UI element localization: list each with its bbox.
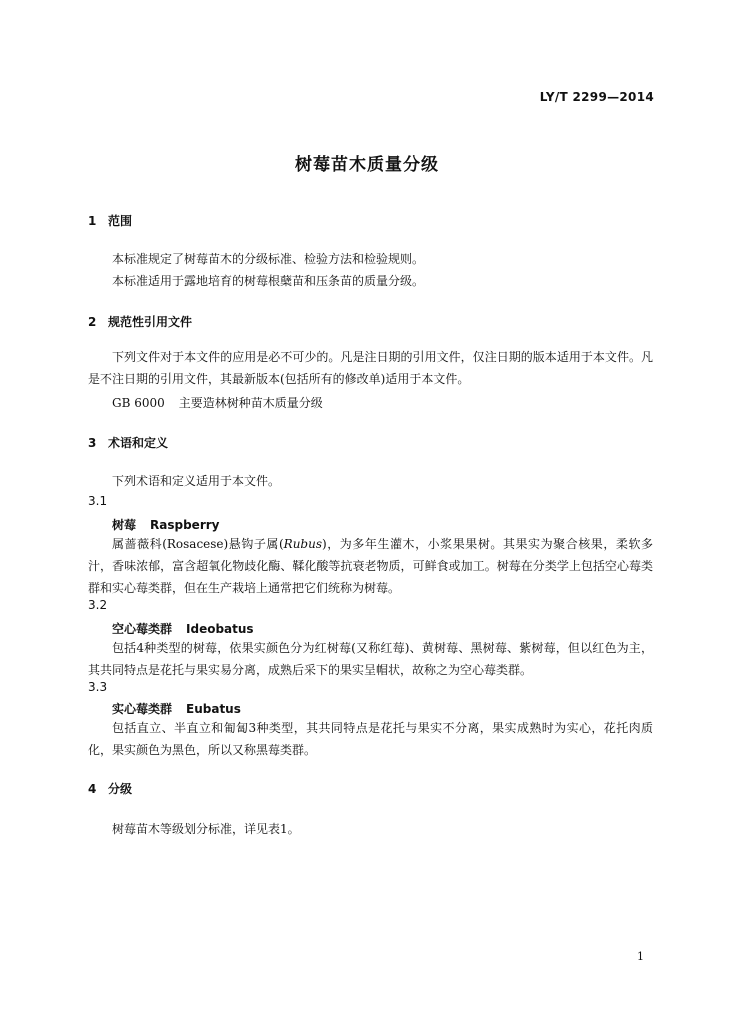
document-title: 树莓苗木质量分级 bbox=[295, 155, 439, 175]
section-number: 1 bbox=[88, 214, 97, 228]
term-heading bbox=[112, 516, 219, 533]
paragraph: 下列术语和定义适用于本文件。 bbox=[112, 474, 281, 488]
section-number: 3 bbox=[88, 436, 97, 450]
term-heading bbox=[112, 700, 241, 717]
term-heading bbox=[112, 620, 254, 637]
section-title: 术语和定义 bbox=[108, 436, 169, 450]
term-cn: 实心莓类群 bbox=[112, 702, 173, 716]
section-title: 规范性引用文件 bbox=[108, 315, 193, 329]
term-en: Raspberry bbox=[150, 518, 220, 532]
paragraph: 本标准适用于露地培育的树莓根蘖苗和压条苗的质量分级。 bbox=[112, 274, 425, 288]
section-title: 范围 bbox=[108, 214, 133, 228]
term-number: 3.1 bbox=[88, 494, 108, 508]
term-definition bbox=[88, 533, 653, 599]
section-title: 分级 bbox=[108, 782, 133, 796]
section-4-heading bbox=[88, 780, 132, 797]
definition-text: )，为多年生灌木，小浆果果树。其果实为聚合核果，柔软多汁，香味浓郁，富含超氧化物歧化酶、鞣化酸等抗衰老物质，可鲜食或加工。树莓在分类学上包括空心莓类群和实心莓类群，但在生产栽培上通常把它们统称为树莓。 bbox=[88, 537, 653, 595]
page-number: 1 bbox=[637, 950, 644, 963]
paragraph: 本标准规定了树莓苗木的分级标准、检验方法和检验规则。 bbox=[112, 252, 425, 266]
reference-entry bbox=[112, 394, 323, 411]
section-2-heading bbox=[88, 313, 192, 330]
paragraph: 下列文件对于本文件的应用是必不可少的。凡是注日期的引用文件，仅注日期的版本适用于本文件。凡是不注日期的引用文件，其最新版本(包括所有的修改单)适用于本文件。 bbox=[88, 350, 653, 386]
section-3-heading bbox=[88, 434, 168, 451]
section-number: 4 bbox=[88, 782, 97, 796]
genus-name: Rubus bbox=[283, 537, 322, 551]
term-definition: 包括直立、半直立和匍匐3种类型，其共同特点是花托与果实不分离，果实成熟时为实心，花托肉质化，果实颜色为黑色，所以又称黑莓类群。 bbox=[88, 721, 653, 757]
term-definition: 包括4种类型的树莓，依果实颜色分为红树莓(又称红莓)、黄树莓、黑树莓、紫树莓，但以红色为主，其共同特点是花托与果实易分离，成熟后采下的果实呈帽状，故称之为空心莓类群。 bbox=[88, 641, 653, 677]
section-1-heading bbox=[88, 212, 132, 229]
term-cn: 空心莓类群 bbox=[112, 622, 173, 636]
section-number: 2 bbox=[88, 315, 97, 329]
reference-code: GB 6000 bbox=[112, 396, 165, 410]
term-en: Eubatus bbox=[186, 702, 241, 716]
term-cn: 树莓 bbox=[112, 518, 137, 532]
standard-code: LY/T 2299—2014 bbox=[539, 90, 654, 104]
term-number: 3.2 bbox=[88, 598, 108, 612]
term-en: Ideobatus bbox=[186, 622, 254, 636]
definition-text: 属蔷薇科(Rosacese)悬钩子属( bbox=[112, 537, 284, 551]
paragraph: 树莓苗木等级划分标准，详见表1。 bbox=[112, 822, 300, 836]
term-number: 3.3 bbox=[88, 680, 108, 694]
reference-name: 主要造林树种苗木质量分级 bbox=[178, 396, 323, 410]
